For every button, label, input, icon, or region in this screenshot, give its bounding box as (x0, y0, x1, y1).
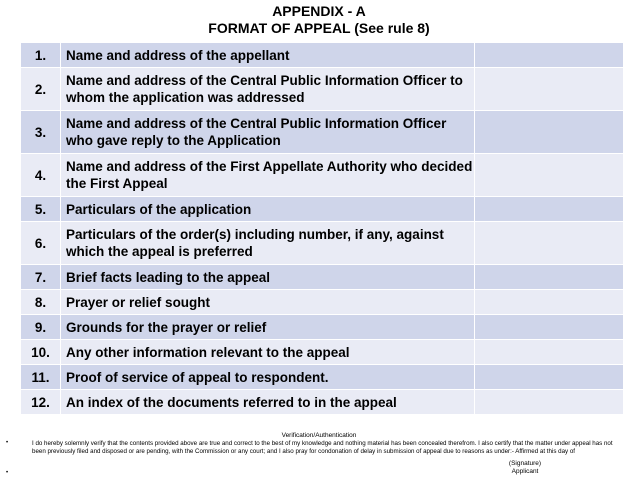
row-label: Name and address of the First Appellate Authority who decided the First Appeal (61, 154, 475, 197)
row-number: 11. (21, 365, 61, 390)
row-number: 1. (21, 43, 61, 68)
row-value-cell (475, 111, 624, 154)
signer-label: Applicant (511, 468, 539, 475)
row-number: 12. (21, 390, 61, 415)
row-label: Particulars of the order(s) including number, if any, against which the appeal is preferred (61, 222, 475, 265)
bullet-icon: • (6, 440, 9, 446)
row-number: 4. (21, 154, 61, 197)
row-label: Name and address of the appellant (61, 43, 475, 68)
table-row (21, 315, 624, 340)
table-row (21, 340, 624, 365)
row-number: 3. (21, 111, 61, 154)
row-number: 10. (21, 340, 61, 365)
row-number: 7. (21, 265, 61, 290)
row-value-cell (475, 365, 624, 390)
table-row (21, 197, 624, 222)
table-row (21, 43, 624, 68)
table-row (21, 265, 624, 290)
table-row (21, 390, 624, 415)
row-value-cell (475, 68, 624, 111)
appeal-format-table (20, 42, 624, 415)
row-label: Particulars of the application (61, 197, 475, 222)
row-value-cell (475, 154, 624, 197)
row-number: 2. (21, 68, 61, 111)
table-row (21, 111, 624, 154)
verification-text: I do hereby solemnly verify that the contents provided above are true and correct to the best of my knowledge and nothing material has been concealed therefrom. I also certify that the matter under appeal has not been previously filed and disposed or are pending, with the Commission or any court; and I also pray for condonation of delay in submission of appeal due to reasons as under:- Affirmed at this day of (32, 440, 613, 455)
row-value-cell (475, 290, 624, 315)
row-value-cell (475, 43, 624, 68)
page-title: APPENDIX - A (272, 3, 366, 19)
row-value-cell (475, 265, 624, 290)
row-number: 6. (21, 222, 61, 265)
row-label: Any other information relevant to the appeal (61, 340, 475, 365)
verification-title: Verification/Authentication (281, 432, 357, 439)
row-value-cell (475, 197, 624, 222)
signature-label: (Signature) (508, 460, 542, 467)
table-row (21, 154, 624, 197)
row-label: Grounds for the prayer or relief (61, 315, 475, 340)
row-label: An index of the documents referred to in the appeal (61, 390, 475, 415)
row-number: 9. (21, 315, 61, 340)
table-row (21, 222, 624, 265)
row-value-cell (475, 315, 624, 340)
row-number: 8. (21, 290, 61, 315)
table-row (21, 290, 624, 315)
row-label: Brief facts leading to the appeal (61, 265, 475, 290)
bullet-icon: • (6, 470, 9, 476)
table-row (21, 68, 624, 111)
page-subtitle: FORMAT OF APPEAL (See rule 8) (208, 20, 430, 36)
row-value-cell (475, 390, 624, 415)
table-row (21, 365, 624, 390)
row-label: Name and address of the Central Public Information Officer who gave reply to the Application (61, 111, 475, 154)
row-label: Name and address of the Central Public Information Officer to whom the application was addressed (61, 68, 475, 111)
row-value-cell (475, 340, 624, 365)
row-number: 5. (21, 197, 61, 222)
row-label: Prayer or relief sought (61, 290, 475, 315)
row-value-cell (475, 222, 624, 265)
row-label: Proof of service of appeal to respondent. (61, 365, 475, 390)
